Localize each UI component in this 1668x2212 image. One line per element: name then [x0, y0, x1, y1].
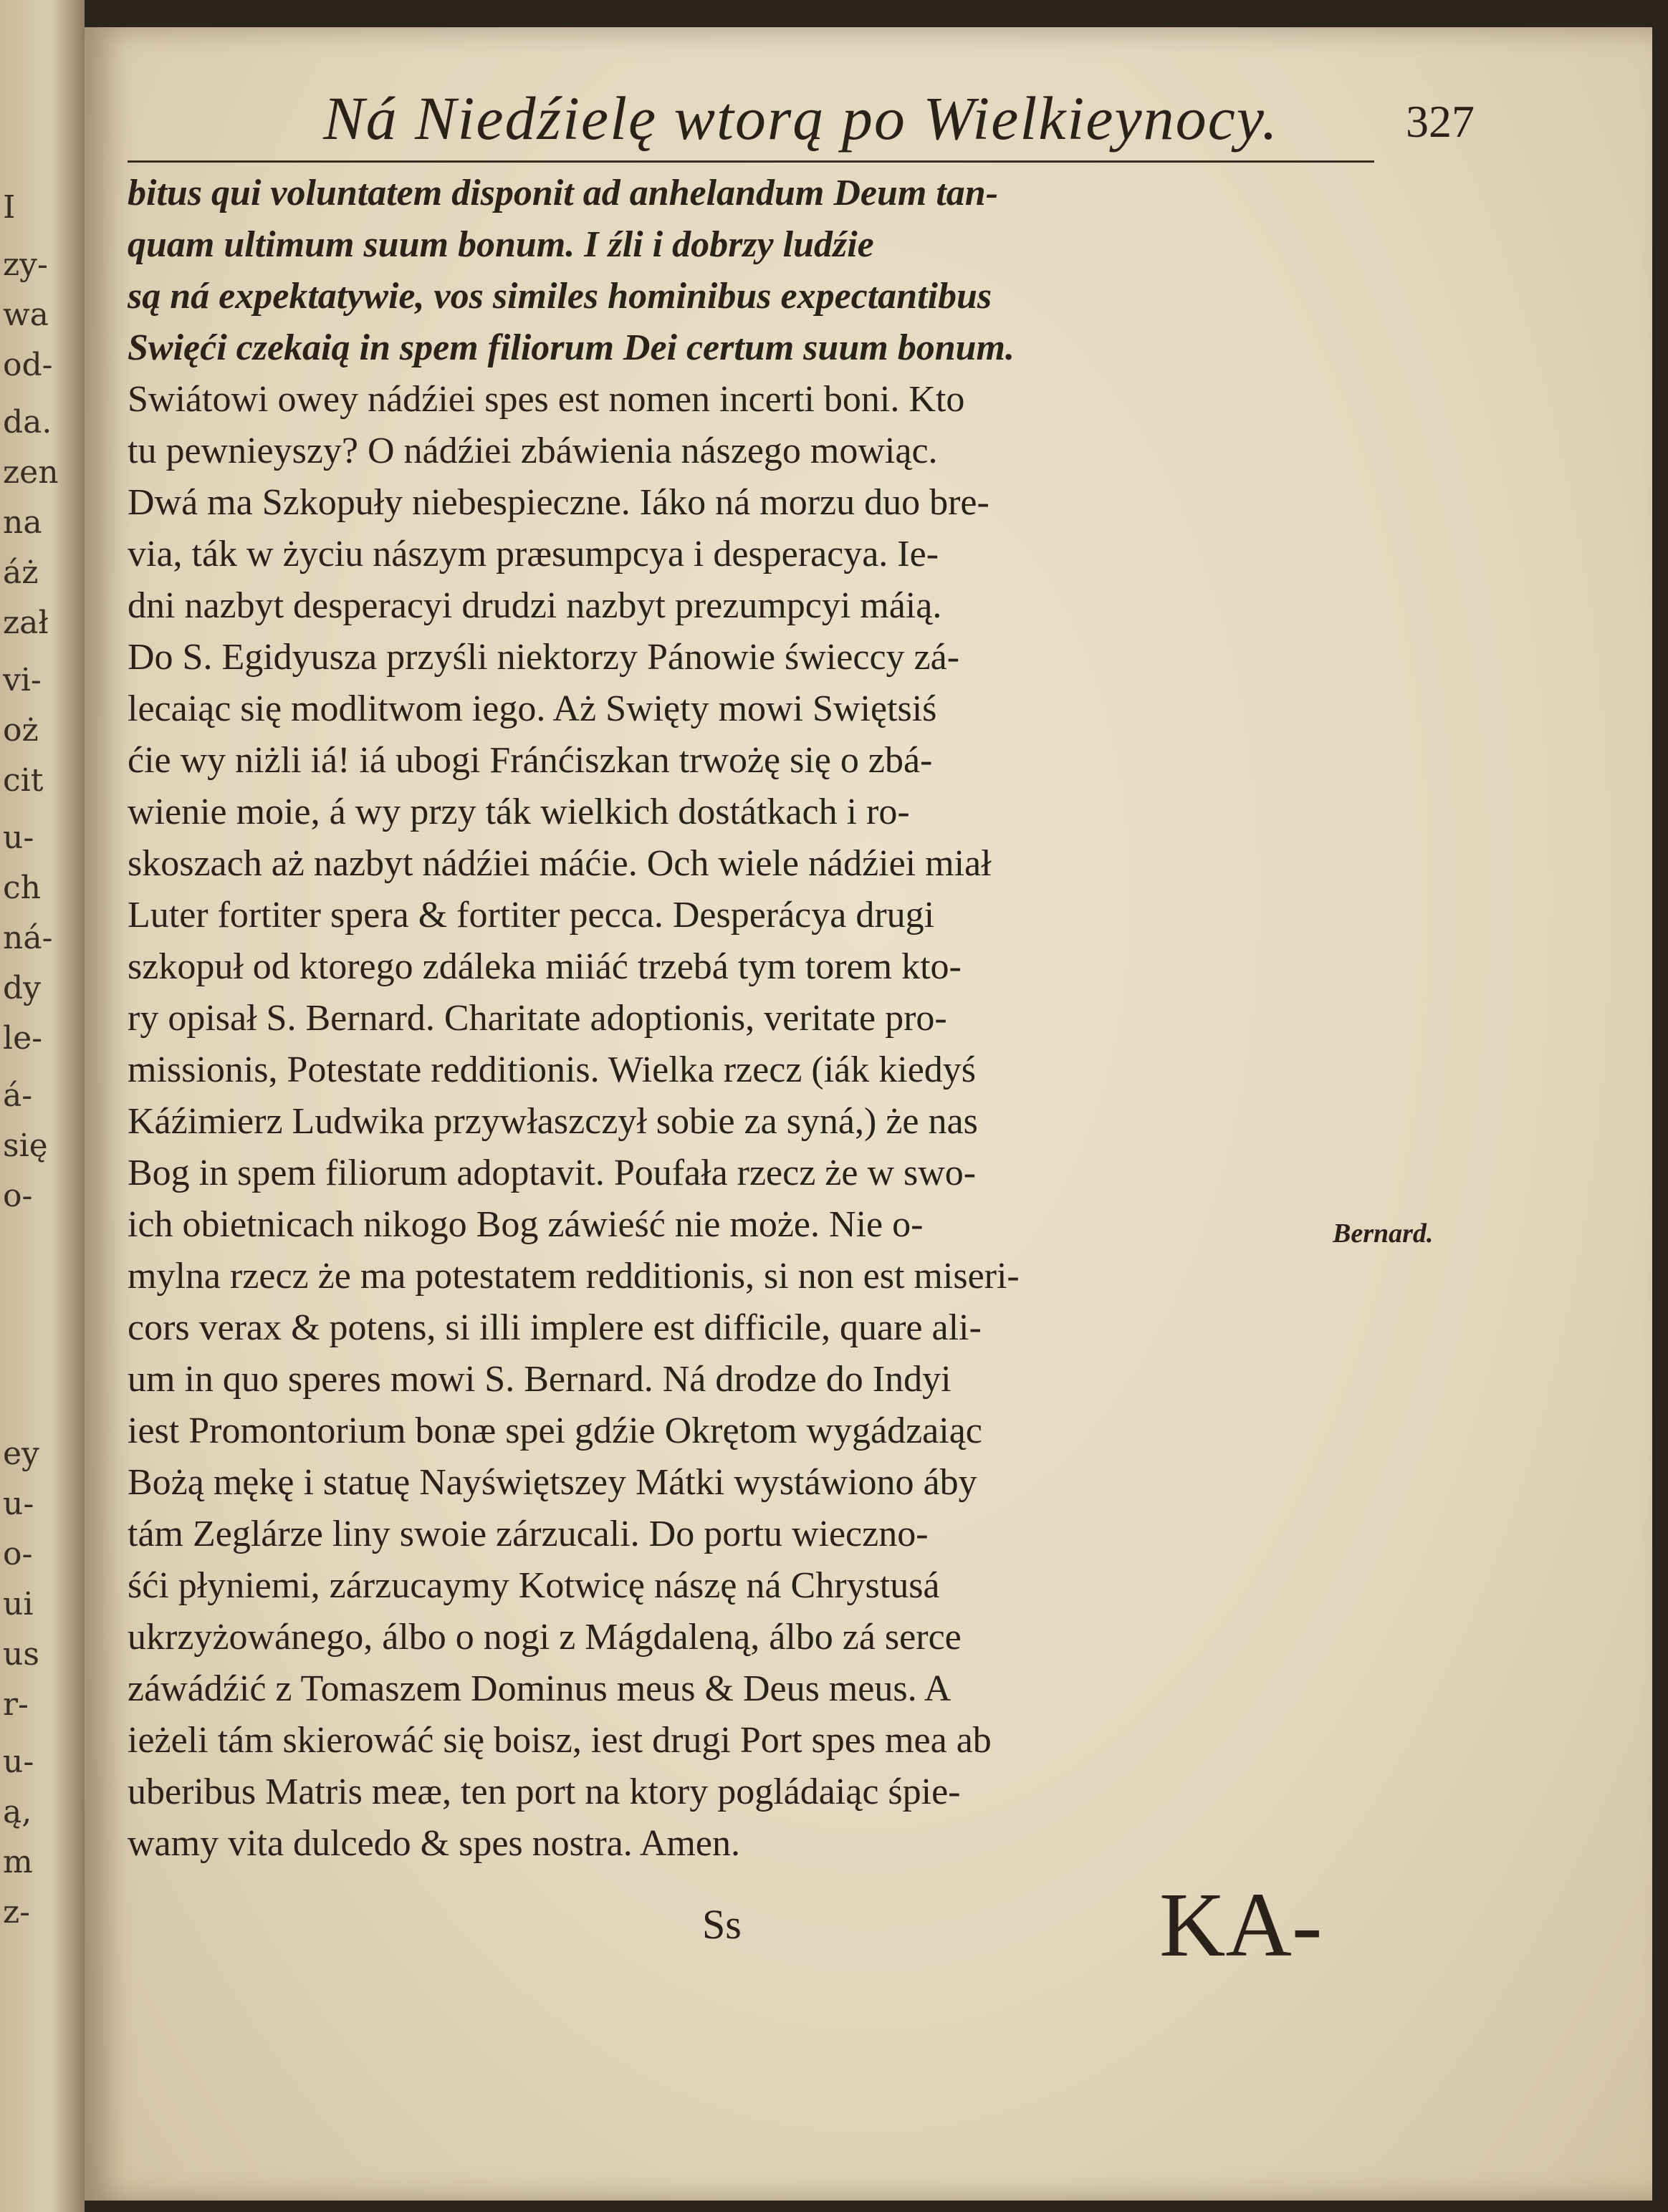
text-line: ry opisał S. Bernard. Charitate adoptionis, veritate pro- — [128, 998, 947, 1039]
text-line: via, ták w życiu nászym præsumpcya i desperacya. Ie- — [128, 534, 939, 574]
text-line: wienie moie, á wy przy ták wielkich dostátkach i ro- — [128, 792, 910, 832]
text-line: ieżeli tám skierowáć się boisz, iest drugi Port spes mea ab — [128, 1720, 992, 1761]
running-title: Ná Niedźielę wtorą po Wielkieynocy. — [323, 84, 1279, 153]
previous-page-fragment: us — [3, 1636, 39, 1673]
text-line: uberibus Matris meæ, ten port na ktory pogládaiąc śpie- — [128, 1771, 961, 1812]
previous-page-fragment: cit — [3, 762, 44, 799]
catchword: KA- — [1159, 1874, 1323, 1976]
text-line: quam ultimum suum bonum. I źli i dobrzy ludźie — [128, 224, 874, 265]
text-line: bitus qui voluntatem disponit ad anhelandum Deum tan- — [128, 173, 999, 213]
text-line: ich obietnicach nikogo Bog záwieść nie może. Nie o- — [128, 1204, 924, 1245]
book-page — [85, 27, 1652, 2201]
previous-page-fragment: I — [3, 189, 16, 226]
text-line: mylna rzecz że ma potestatem redditionis, si non est miseri- — [128, 1256, 1020, 1297]
previous-page-fragment: á- — [3, 1077, 33, 1114]
text-line: cors verax & potens, si illi implere est difficile, quare ali- — [128, 1307, 982, 1348]
text-line: Káźimierz Ludwika przywłaszczył sobie za syná,) że nas — [128, 1101, 978, 1142]
text-line: skoszach aż nazbyt nádźiei máćie. Och wiele nádźiei miał — [128, 843, 992, 884]
previous-page-fragment: r- — [3, 1686, 29, 1723]
previous-page-fragment: ui — [3, 1586, 34, 1622]
previous-page-fragment: dy — [3, 970, 42, 1006]
page-number: 327 — [1406, 96, 1475, 147]
margin-note: Bernard. — [1333, 1218, 1434, 1249]
text-line: lecaiąc się modlitwom iego. Aż Swięty mowi Swiętsiś — [128, 688, 937, 729]
previous-page-fragment: wa — [3, 297, 49, 333]
previous-page-fragment: u- — [3, 1744, 34, 1780]
previous-page-fragment: zen — [3, 454, 59, 491]
text-line: Dwá ma Szkopuły niebespieczne. Iáko ná morzu duo bre- — [128, 482, 989, 523]
body-text — [128, 168, 1396, 1870]
previous-page-fragment: od- — [3, 347, 53, 383]
previous-page-edge — [0, 0, 85, 2212]
previous-page-fragment: oż — [3, 712, 39, 749]
previous-page-fragment: o- — [3, 1536, 33, 1572]
text-line: dni nazbyt desperacyi drudzi nazbyt prezumpcyi máią. — [128, 585, 942, 626]
text-line: Swiátowi owey nádźiei spes est nomen incerti boni. Kto — [128, 379, 965, 420]
previous-page-fragment: u- — [3, 819, 34, 856]
previous-page-fragment: vi- — [3, 662, 42, 698]
previous-page-fragment: ná- — [3, 920, 53, 956]
previous-page-fragment: się — [3, 1127, 48, 1164]
text-line: um in quo speres mowi S. Bernard. Ná drodze do Indyi — [128, 1359, 952, 1400]
text-line: Bog in spem filiorum adoptavit. Poufała rzecz że w swo- — [128, 1153, 977, 1193]
text-line: Swięći czekaią in spem filiorum Dei certum suum bonum. — [128, 327, 1015, 368]
previous-page-fragment: áż — [3, 554, 39, 591]
previous-page-fragment: zał — [3, 605, 49, 641]
text-line: wamy vita dulcedo & spes nostra. Amen. — [128, 1823, 740, 1864]
previous-page-fragment: ch — [3, 870, 41, 906]
previous-page-fragment: da. — [3, 404, 52, 441]
previous-page-fragment: le- — [3, 1020, 42, 1057]
previous-page-fragment: u- — [3, 1486, 34, 1522]
text-line: tu pewnieyszy? O nádźiei zbáwienia nászego mowiąc. — [128, 431, 938, 471]
text-line: Do S. Egidyusza przyśli niektorzy Pánowie świeccy zá- — [128, 637, 960, 678]
text-line: Bożą mękę i statuę Nayświętszey Mátki wystáwiono áby — [128, 1462, 977, 1503]
previous-page-fragment: z- — [3, 1894, 31, 1930]
text-line: tám Zeglárze liny swoie zárzucali. Do portu wieczno- — [128, 1514, 929, 1554]
previous-page-fragment: m — [3, 1844, 33, 1880]
previous-page-fragment: ey — [3, 1436, 39, 1472]
previous-page-fragment: o- — [3, 1178, 33, 1214]
text-line: śći płyniemi, zárzucaymy Kotwicę nászę ná Chrystusá — [128, 1565, 940, 1606]
text-line: są ná expektatywie, vos similes hominibus expectantibus — [128, 276, 992, 317]
text-line: szkopuł od ktorego zdáleka miiáć trzebá tym torem kto- — [128, 946, 962, 987]
text-line: Luter fortiter spera & fortiter pecca. Desperácya drugi — [128, 895, 935, 936]
signature-mark: Ss — [702, 1901, 742, 1948]
text-line: ukrzyżowánego, álbo o nogi z Mágdaleną, álbo zá serce — [128, 1617, 962, 1658]
text-line: záwádźić z Tomaszem Dominus meus & Deus meus. A — [128, 1668, 952, 1709]
text-line: ćie wy niżli iá! iá ubogi Fránćiszkan trwożę się o zbá- — [128, 740, 933, 781]
text-line: iest Promontorium bonæ spei gdźie Okrętom wygádzaiąc — [128, 1410, 982, 1451]
text-line: missionis, Potestate redditionis. Wielka rzecz (iák kiedyś — [128, 1049, 977, 1090]
previous-page-fragment: na — [3, 504, 42, 541]
header-rule — [128, 160, 1374, 163]
previous-page-fragment: zy- — [3, 246, 48, 283]
previous-page-fragment: ą, — [3, 1794, 32, 1830]
